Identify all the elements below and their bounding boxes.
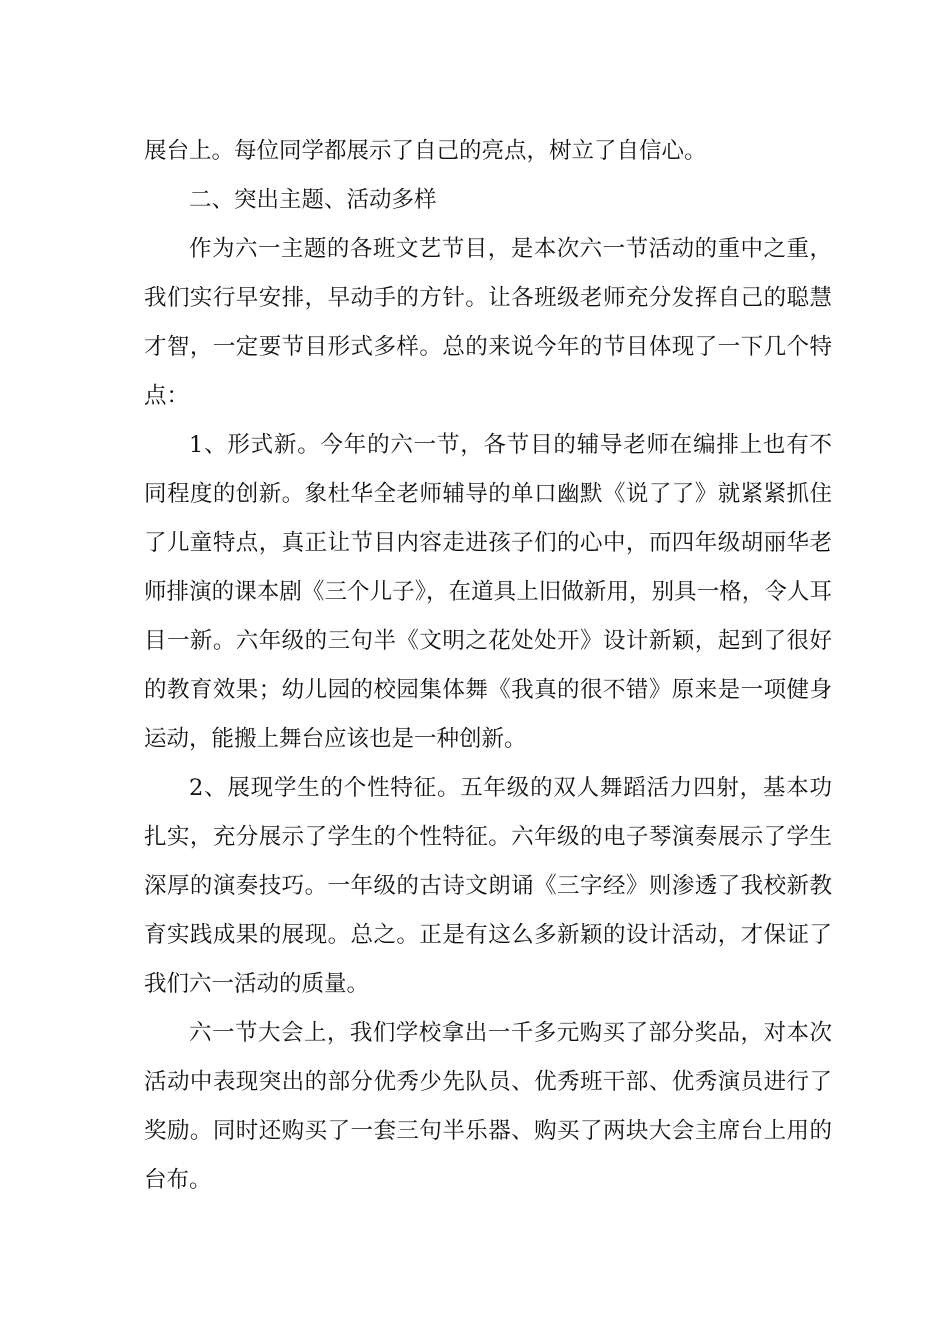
paragraph-point-2: 2、展现学生的个性特征。五年级的双人舞蹈活力四射，基本功扎实，充分展示了学生的个性特征。六年级的电子琴演奏展示了学生深厚的演奏技巧。一年级的古诗文朗诵《三字经》则渗透了我校新教育实践成果的展现。总之。正是有这么多新颖的设计活动，才保证了我们六一活动的质量。 [144, 775, 832, 997]
paragraph-continuation: 展台上。每位同学都展示了自己的亮点，树立了自信心。 [144, 138, 707, 164]
document-body [144, 127, 832, 1205]
paragraph-intro: 作为六一主题的各班文艺节目，是本次六一节活动的重中之重，我们实行早安排，早动手的方针。让各班级老师充分发挥自己的聪慧才智，一定要节目形式多样。总的来说今年的节目体现了一下几个特点： [144, 236, 832, 409]
paragraph-awards: 六一节大会上，我们学校拿出一千多元购买了部分奖品，对本次活动中表现突出的部分优秀少先队员、优秀班干部、优秀演员进行了奖励。同时还购买了一套三句半乐器、购买了两块大会主席台上用的台布。 [144, 1020, 832, 1193]
paragraph-point-1: 1、形式新。今年的六一节，各节目的辅导老师在编排上也有不同程度的创新。象杜华全老师辅导的单口幽默《说了了》就紧紧抓住了儿童特点，真正让节目内容走进孩子们的心中，而四年级胡丽华老师排演的课本剧《三个儿子》，在道具上旧做新用，别具一格，令人耳目一新。六年级的三句半《文明之花处处开》设计新颖，起到了很好的教育效果；幼儿园的校园集体舞《我真的很不错》原来是一项健身运动，能搬上舞台应该也是一种创新。 [144, 432, 832, 752]
section-heading: 二、突出主题、活动多样 [189, 187, 437, 213]
